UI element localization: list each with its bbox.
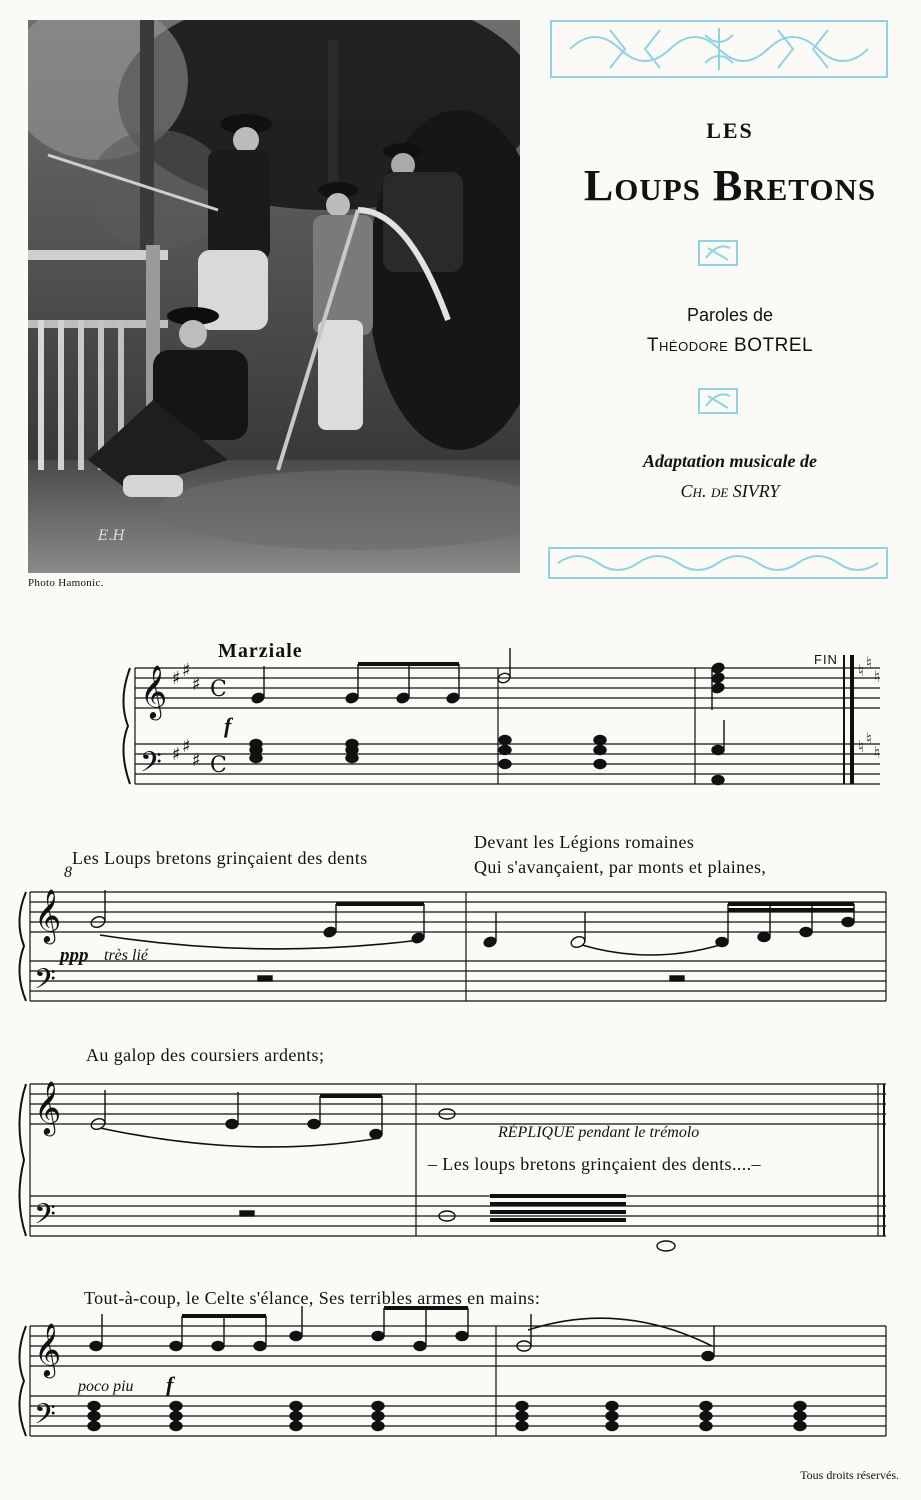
- svg-text:𝄞: 𝄞: [34, 888, 62, 942]
- svg-text:♯: ♯: [182, 736, 191, 757]
- ornament-bottom: [548, 547, 888, 579]
- svg-text:C: C: [210, 753, 227, 778]
- ornament-small-1: [698, 240, 738, 266]
- svg-text:♮: ♮: [858, 661, 864, 680]
- staff-bass-3: [30, 1196, 886, 1236]
- ottava-mark: 8: [64, 864, 73, 881]
- title-article: LES: [706, 118, 754, 143]
- svg-text:♮: ♮: [874, 667, 880, 686]
- music-score: [0, 600, 921, 1470]
- staff-bass-4: [30, 1396, 886, 1436]
- svg-text:𝄞: 𝄞: [140, 664, 168, 718]
- svg-text:♯: ♯: [192, 674, 201, 695]
- composer-name: Ch. de SIVRY: [680, 481, 780, 501]
- rights-notice: Tous droits réservés.: [800, 1468, 899, 1482]
- lyric-line-5: Tout-à-coup, le Celte s'élance, Ses terribles armes en mains:: [84, 1288, 541, 1308]
- lyric-line-1: Les Loups bretons grinçaient des dents: [72, 848, 368, 868]
- expression-poco-piu: poco piu: [78, 1378, 134, 1395]
- svg-text:♮: ♮: [874, 743, 880, 762]
- cue-replique: RÉPLIQUE pendant le trémolo: [498, 1124, 700, 1141]
- svg-text:𝄢: 𝄢: [34, 1198, 56, 1238]
- photo-bretons: [28, 20, 520, 573]
- lyrics-label: Paroles de: [686, 305, 774, 325]
- svg-text:♯: ♯: [192, 750, 201, 771]
- svg-text:𝄞: 𝄞: [34, 1322, 62, 1376]
- svg-text:𝄞: 𝄞: [34, 1080, 62, 1134]
- dynamic-forte-2: f: [166, 1372, 174, 1397]
- svg-text:♯: ♯: [172, 668, 181, 689]
- svg-text:♯: ♯: [182, 660, 191, 681]
- svg-text:𝄢: 𝄢: [34, 963, 56, 1003]
- photo-signature: E.H: [98, 528, 125, 544]
- svg-text:𝄢: 𝄢: [34, 1398, 56, 1438]
- system-4: [19, 1326, 886, 1436]
- tempo-marking: Marziale: [218, 640, 303, 662]
- lyricist-name: Théodore BOTREL: [646, 335, 814, 356]
- lyric-line-3: Qui s'avançaient, par monts et plaines,: [474, 857, 767, 877]
- notes: [88, 648, 854, 1431]
- ornament-small-2: [698, 388, 738, 414]
- svg-text:C: C: [210, 677, 227, 702]
- song-title: Loups Bretons: [583, 161, 877, 210]
- ornament-top: [550, 20, 888, 78]
- svg-text:𝄢: 𝄢: [140, 746, 162, 786]
- photo-credit: Photo Hamonic.: [28, 577, 104, 589]
- fin-marking: FIN: [814, 652, 838, 667]
- cue-lyric: – Les loups bretons grinçaient des dents....–: [428, 1154, 761, 1174]
- svg-text:♮: ♮: [866, 729, 872, 748]
- expression-tres-lie: très lié: [104, 947, 148, 964]
- lyric-line-2: Devant les Légions romaines: [474, 832, 695, 852]
- svg-text:♮: ♮: [866, 653, 872, 672]
- svg-text:♯: ♯: [172, 744, 181, 765]
- staff-treble-3: [30, 1084, 886, 1124]
- dynamic-ppp: ppp: [60, 945, 89, 966]
- lyric-line-4: Au galop des coursiers ardents;: [86, 1045, 325, 1065]
- music-label: Adaptation musicale de: [642, 451, 817, 471]
- staff-bass-2: [30, 961, 886, 1001]
- photo-illustration: [28, 20, 520, 573]
- svg-text:♮: ♮: [858, 737, 864, 756]
- dynamic-forte: f: [224, 713, 232, 738]
